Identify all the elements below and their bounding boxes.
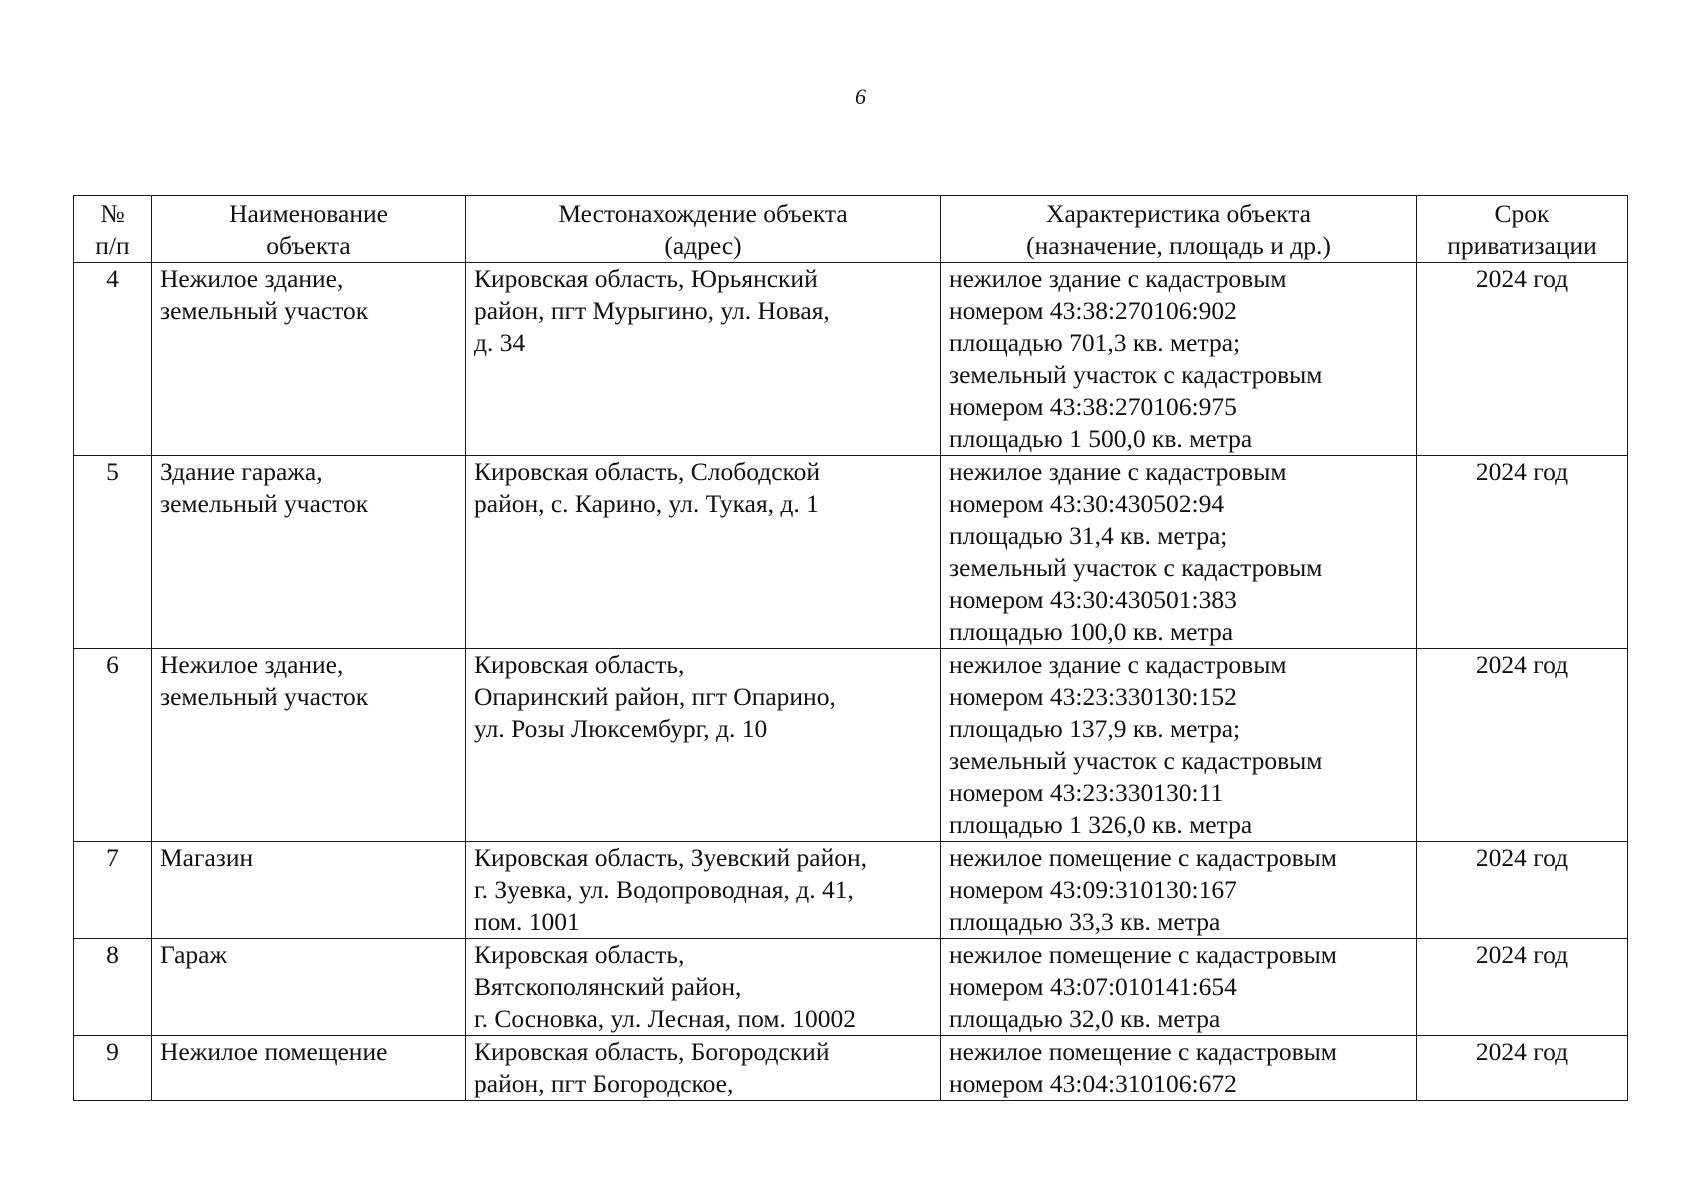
table-header-row: [74, 196, 1628, 263]
privatization-term: 2024 год: [1417, 263, 1628, 456]
privatization-term: 2024 год: [1417, 1036, 1628, 1101]
object-name: Нежилое здание, земельный участок: [152, 649, 466, 842]
object-address: Кировская область, Вятскополянский район, г. Сосновка, ул. Лесная, пом. 10002: [466, 939, 941, 1036]
object-characteristics: нежилое помещение с кадастровым номером 43:07:010141:654 площадью 32,0 кв. метра: [941, 939, 1417, 1036]
header-term: Срок приватизации: [1417, 196, 1628, 263]
table-row: [74, 263, 1628, 456]
table-row: [74, 649, 1628, 842]
table-row: [74, 1036, 1628, 1101]
object-characteristics: нежилое здание с кадастровым номером 43:23:330130:152 площадью 137,9 кв. метра; земельный участок с кадастровым номером 43:23:330130:11 площадью 1 326,0 кв. метра: [941, 649, 1417, 842]
privatization-term: 2024 год: [1417, 939, 1628, 1036]
row-number: 4: [74, 263, 152, 456]
object-name: Магазин: [152, 842, 466, 939]
header-characteristics: Характеристика объекта (назначение, площадь и др.): [941, 196, 1417, 263]
table-row: [74, 456, 1628, 649]
object-address: Кировская область, Богородский район, пгт Богородское,: [466, 1036, 941, 1101]
table-row: [74, 939, 1628, 1036]
privatization-term: 2024 год: [1417, 842, 1628, 939]
table-row: [74, 842, 1628, 939]
object-address: Кировская область, Зуевский район, г. Зуевка, ул. Водопроводная, д. 41, пом. 1001: [466, 842, 941, 939]
object-name: Нежилое здание, земельный участок: [152, 263, 466, 456]
object-characteristics: нежилое здание с кадастровым номером 43:38:270106:902 площадью 701,3 кв. метра; земельный участок с кадастровым номером 43:38:270106:975 площадью 1 500,0 кв. метра: [941, 263, 1417, 456]
header-num: № п/п: [74, 196, 152, 263]
object-address: Кировская область, Слободской район, с. Карино, ул. Тукая, д. 1: [466, 456, 941, 649]
privatization-term: 2024 год: [1417, 456, 1628, 649]
object-address: Кировская область, Опаринский район, пгт Опарино, ул. Розы Люксембург, д. 10: [466, 649, 941, 842]
privatization-table: [73, 195, 1628, 1101]
header-address: Местонахождение объекта (адрес): [466, 196, 941, 263]
object-address: Кировская область, Юрьянский район, пгт Мурыгино, ул. Новая, д. 34: [466, 263, 941, 456]
object-characteristics: нежилое здание с кадастровым номером 43:30:430502:94 площадью 31,4 кв. метра; земельный участок с кадастровым номером 43:30:430501:383 площадью 100,0 кв. метра: [941, 456, 1417, 649]
header-name: Наименование объекта: [152, 196, 466, 263]
row-number: 5: [74, 456, 152, 649]
row-number: 7: [74, 842, 152, 939]
object-characteristics: нежилое помещение с кадастровым номером 43:09:310130:167 площадью 33,3 кв. метра: [941, 842, 1417, 939]
privatization-term: 2024 год: [1417, 649, 1628, 842]
object-name: Гараж: [152, 939, 466, 1036]
object-name: Нежилое помещение: [152, 1036, 466, 1101]
row-number: 9: [74, 1036, 152, 1101]
page-number: 6: [855, 84, 866, 109]
object-name: Здание гаража, земельный участок: [152, 456, 466, 649]
row-number: 6: [74, 649, 152, 842]
object-characteristics: нежилое помещение с кадастровым номером 43:04:310106:672: [941, 1036, 1417, 1101]
row-number: 8: [74, 939, 152, 1036]
